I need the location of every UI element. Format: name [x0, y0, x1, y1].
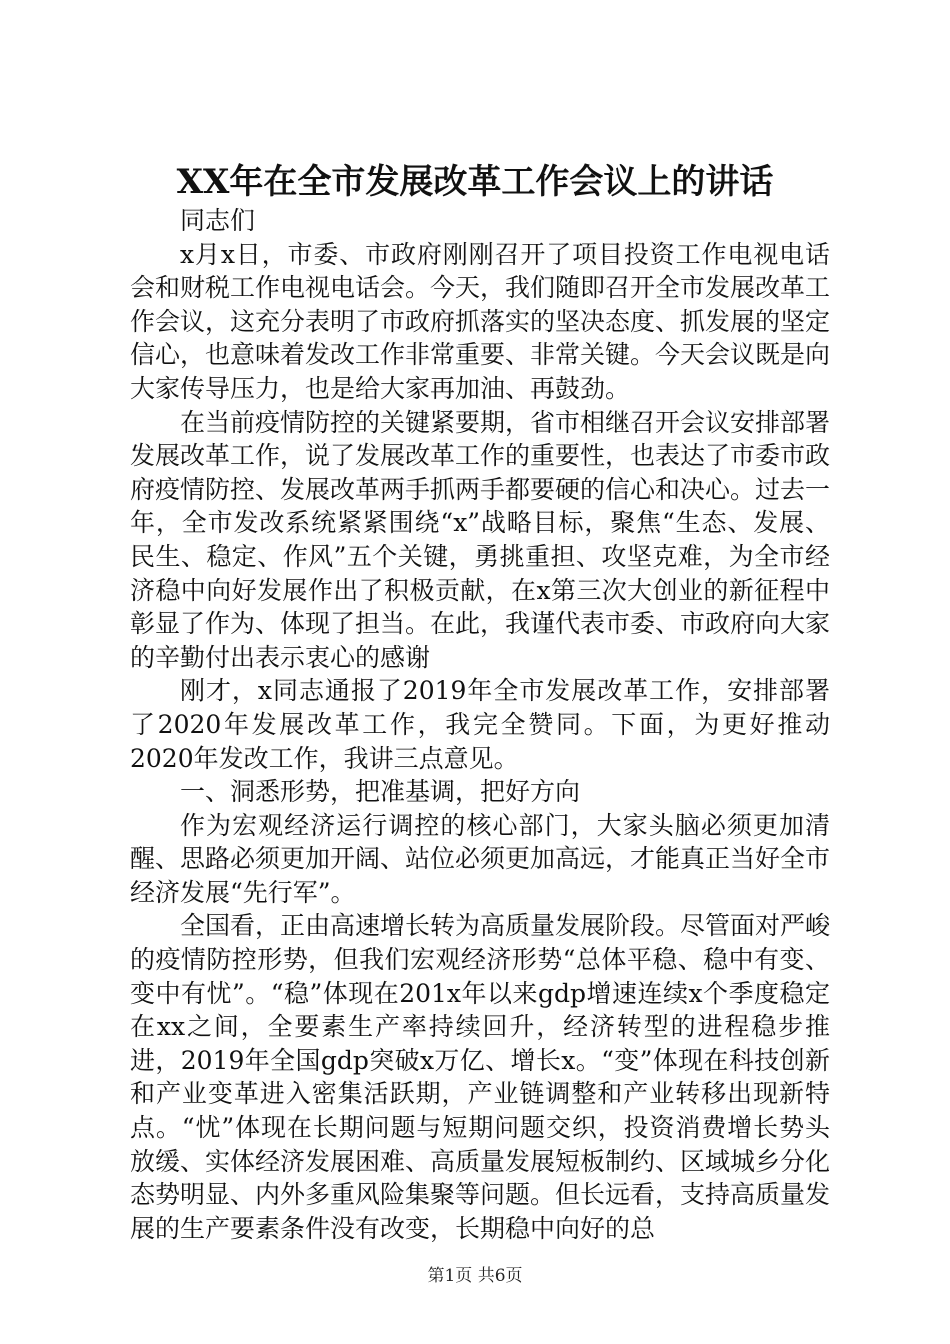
paragraph-4: 作为宏观经济运行调控的核心部门，大家头脑必须更加清醒、思路必须更加开阔、站位必须更加高远，才能真正当好全市经济发展“先行军”。	[130, 810, 831, 907]
paragraph-2: 在当前疫情防控的关键紧要期，省市相继召开会议安排部署发展改革工作，说了发展改革工作的重要性，也表达了市委市政府疫情防控、发展改革两手抓两手都要硬的信心和决心。过去一年，全市发改系统紧紧围绕“x”战略目标，聚焦“生态、发展、民生、稳定、作风”五个关键，勇挑重担、攻坚克难，为全市经济稳中向好发展作出了积极贡献，在x第三次大创业的新征程中彰显了作为、体现了担当。在此，我谨代表市委、市政府向大家的辛勤付出表示衷心的感谢	[130, 407, 831, 672]
page-footer: 第1页 共6页	[427, 1266, 523, 1286]
section-heading-1: 一、洞悉形势，把准基调，把好方向	[180, 777, 581, 807]
paragraph-5: 全国看，正由高速增长转为高质量发展阶段。尽管面对严峻的疫情防控形势，但我们宏观经济形势“总体平稳、稳中有变、变中有忧”。“稳”体现在201x年以来gdp增速连续x个季度稳定在xx之间，全要素生产率持续回升，经济转型的进程稳步推进，2019年全国gdp突破x万亿、增长x。“变”体现在科技创新和产业变革进入密集活跃期，产业链调整和产业转移出现新特点。“忧”体现在长期问题与短期问题交织，投资消费增长势头放缓、实体经济发展困难、高质量发展短板制约、区域城乡分化态势明显、内外多重风险集聚等问题。但长远看，支持高质量发展的生产要素条件没有改变，长期稳中向好的总	[130, 911, 831, 1243]
salutation: 同志们	[180, 206, 256, 235]
paragraph-1: x月x日，市委、市政府刚刚召开了项目投资工作电视电话会和财税工作电视电话会。今天，我们随即召开全市发展改革工作会议，这充分表明了市政府抓落实的坚决态度、抓发展的坚定信心，也意味着发改工作非常重要、非常关键。今天会议既是向大家传导压力，也是给大家再加油、再鼓劲。	[130, 239, 831, 403]
document-title: XX年在全市发展改革工作会议上的讲话	[176, 162, 774, 202]
paragraph-3: 刚才，x同志通报了2019年全市发展改革工作，安排部署了2020年发展改革工作，我完全赞同。下面，为更好推动2020年发改工作，我讲三点意见。	[130, 676, 830, 773]
document-body	[130, 204, 830, 1245]
